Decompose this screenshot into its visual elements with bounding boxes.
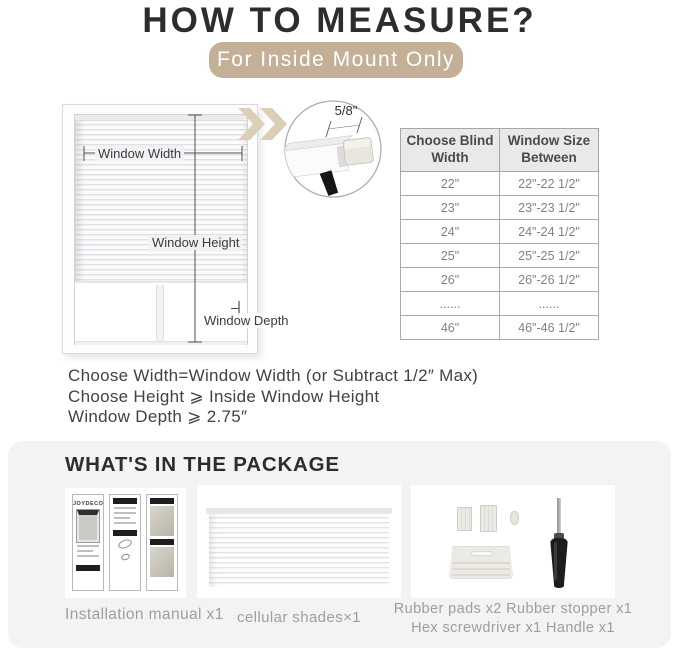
parts-label [368, 600, 658, 638]
manual-section-bar [113, 530, 137, 536]
manual-text-line [114, 522, 136, 524]
rubber-pad [457, 507, 472, 531]
col-header-blind-width: Choose Blind Width [401, 129, 500, 172]
table-row [401, 292, 599, 316]
manual-text-line [114, 507, 136, 509]
instruction-width: Choose Width=Window Width (or Subtract 1/2″ Max) [68, 366, 479, 385]
inset-measurement-label: 5/8" [334, 103, 358, 118]
table-header-row [401, 129, 599, 172]
handle-slot [471, 551, 493, 556]
manual-page-photos [146, 494, 178, 591]
package-contents-section [8, 441, 671, 648]
headrail-depth-inset [283, 99, 383, 199]
manual-page-cover [72, 494, 104, 591]
manual-text-line [77, 550, 93, 552]
cell-window-size: 25"-25 1/2" [500, 244, 599, 268]
cell-blind-width: 23" [401, 196, 500, 220]
size-chart-table [400, 128, 599, 340]
table-row [401, 244, 599, 268]
manual-text-line [77, 555, 99, 557]
rubber-pad [480, 505, 497, 532]
cell-blind-width: 24" [401, 220, 500, 244]
rubber-stopper [510, 511, 519, 525]
cell-blind-width: 46" [401, 316, 500, 340]
hardware-parts-card [411, 485, 615, 598]
instruction-height: Choose Height ⩾ Inside Window Height [68, 386, 380, 406]
manual-diagram-shape [117, 538, 133, 550]
manual-label: Installation manual x1 [65, 606, 224, 623]
table-row [401, 316, 599, 340]
handle-part [449, 546, 513, 579]
manual-section-bar [150, 539, 174, 545]
manual-text-line [77, 545, 99, 547]
headrail-closeup-graphic [283, 99, 383, 199]
manual-photo [150, 506, 174, 536]
manual-page-text [109, 494, 141, 591]
cell-blind-width: 26" [401, 268, 500, 292]
manual-text-line [114, 512, 136, 514]
table-row [401, 268, 599, 292]
instruction-depth: Window Depth ⩾ 2.75″ [68, 407, 248, 426]
brand-logo-text: JOYDECO [73, 501, 104, 507]
cell-blind-width: 22" [401, 172, 500, 196]
installation-manual-card [65, 488, 186, 598]
manual-section-bar [150, 498, 174, 504]
handle-ridge [452, 568, 510, 570]
cell-window-size: ...... [500, 292, 599, 316]
manual-diagram-shape [120, 553, 131, 562]
cell-window-size: 26"-26 1/2" [500, 268, 599, 292]
inside-mount-badge: For Inside Mount Only [209, 42, 463, 78]
window-height-label: Window Height [149, 235, 242, 250]
measuring-instructions [68, 366, 478, 428]
screwdriver-shaft [557, 498, 561, 537]
manual-cover-image [77, 510, 99, 542]
parts-label-line2: Hex screwdriver x1 Handle x1 [411, 620, 615, 636]
table-row [401, 172, 599, 196]
cellular-shades-card [197, 485, 401, 598]
screwdriver-handle [550, 538, 568, 588]
handle-ridge [452, 574, 510, 576]
cell-window-size: 46"-46 1/2" [500, 316, 599, 340]
table-row [401, 220, 599, 244]
table-row [401, 196, 599, 220]
col-header-window-size: Window Size Between [500, 129, 599, 172]
package-heading: WHAT'S IN THE PACKAGE [65, 453, 340, 476]
cell-blind-width: 25" [401, 244, 500, 268]
manual-section-bar [113, 498, 137, 504]
cell-blind-width: ...... [401, 292, 500, 316]
cell-window-size: 22"-22 1/2" [500, 172, 599, 196]
manual-text-line [114, 517, 130, 519]
shades-label: cellular shades×1 [237, 609, 361, 626]
handle-ridge [452, 562, 510, 564]
shade-pleats-illustration [209, 514, 389, 587]
manual-photo [150, 547, 174, 577]
cell-window-size: 24"-24 1/2" [500, 220, 599, 244]
window-width-label: Window Width [95, 146, 184, 161]
page-title: HOW TO MEASURE? [142, 1, 537, 40]
window-depth-label: Window Depth [204, 313, 289, 328]
window-measure-diagram [62, 104, 289, 354]
cell-window-size: 23"-23 1/2" [500, 196, 599, 220]
parts-label-line1: Rubber pads x2 Rubber stopper x1 [393, 601, 633, 617]
manual-footer-bar [76, 565, 100, 571]
